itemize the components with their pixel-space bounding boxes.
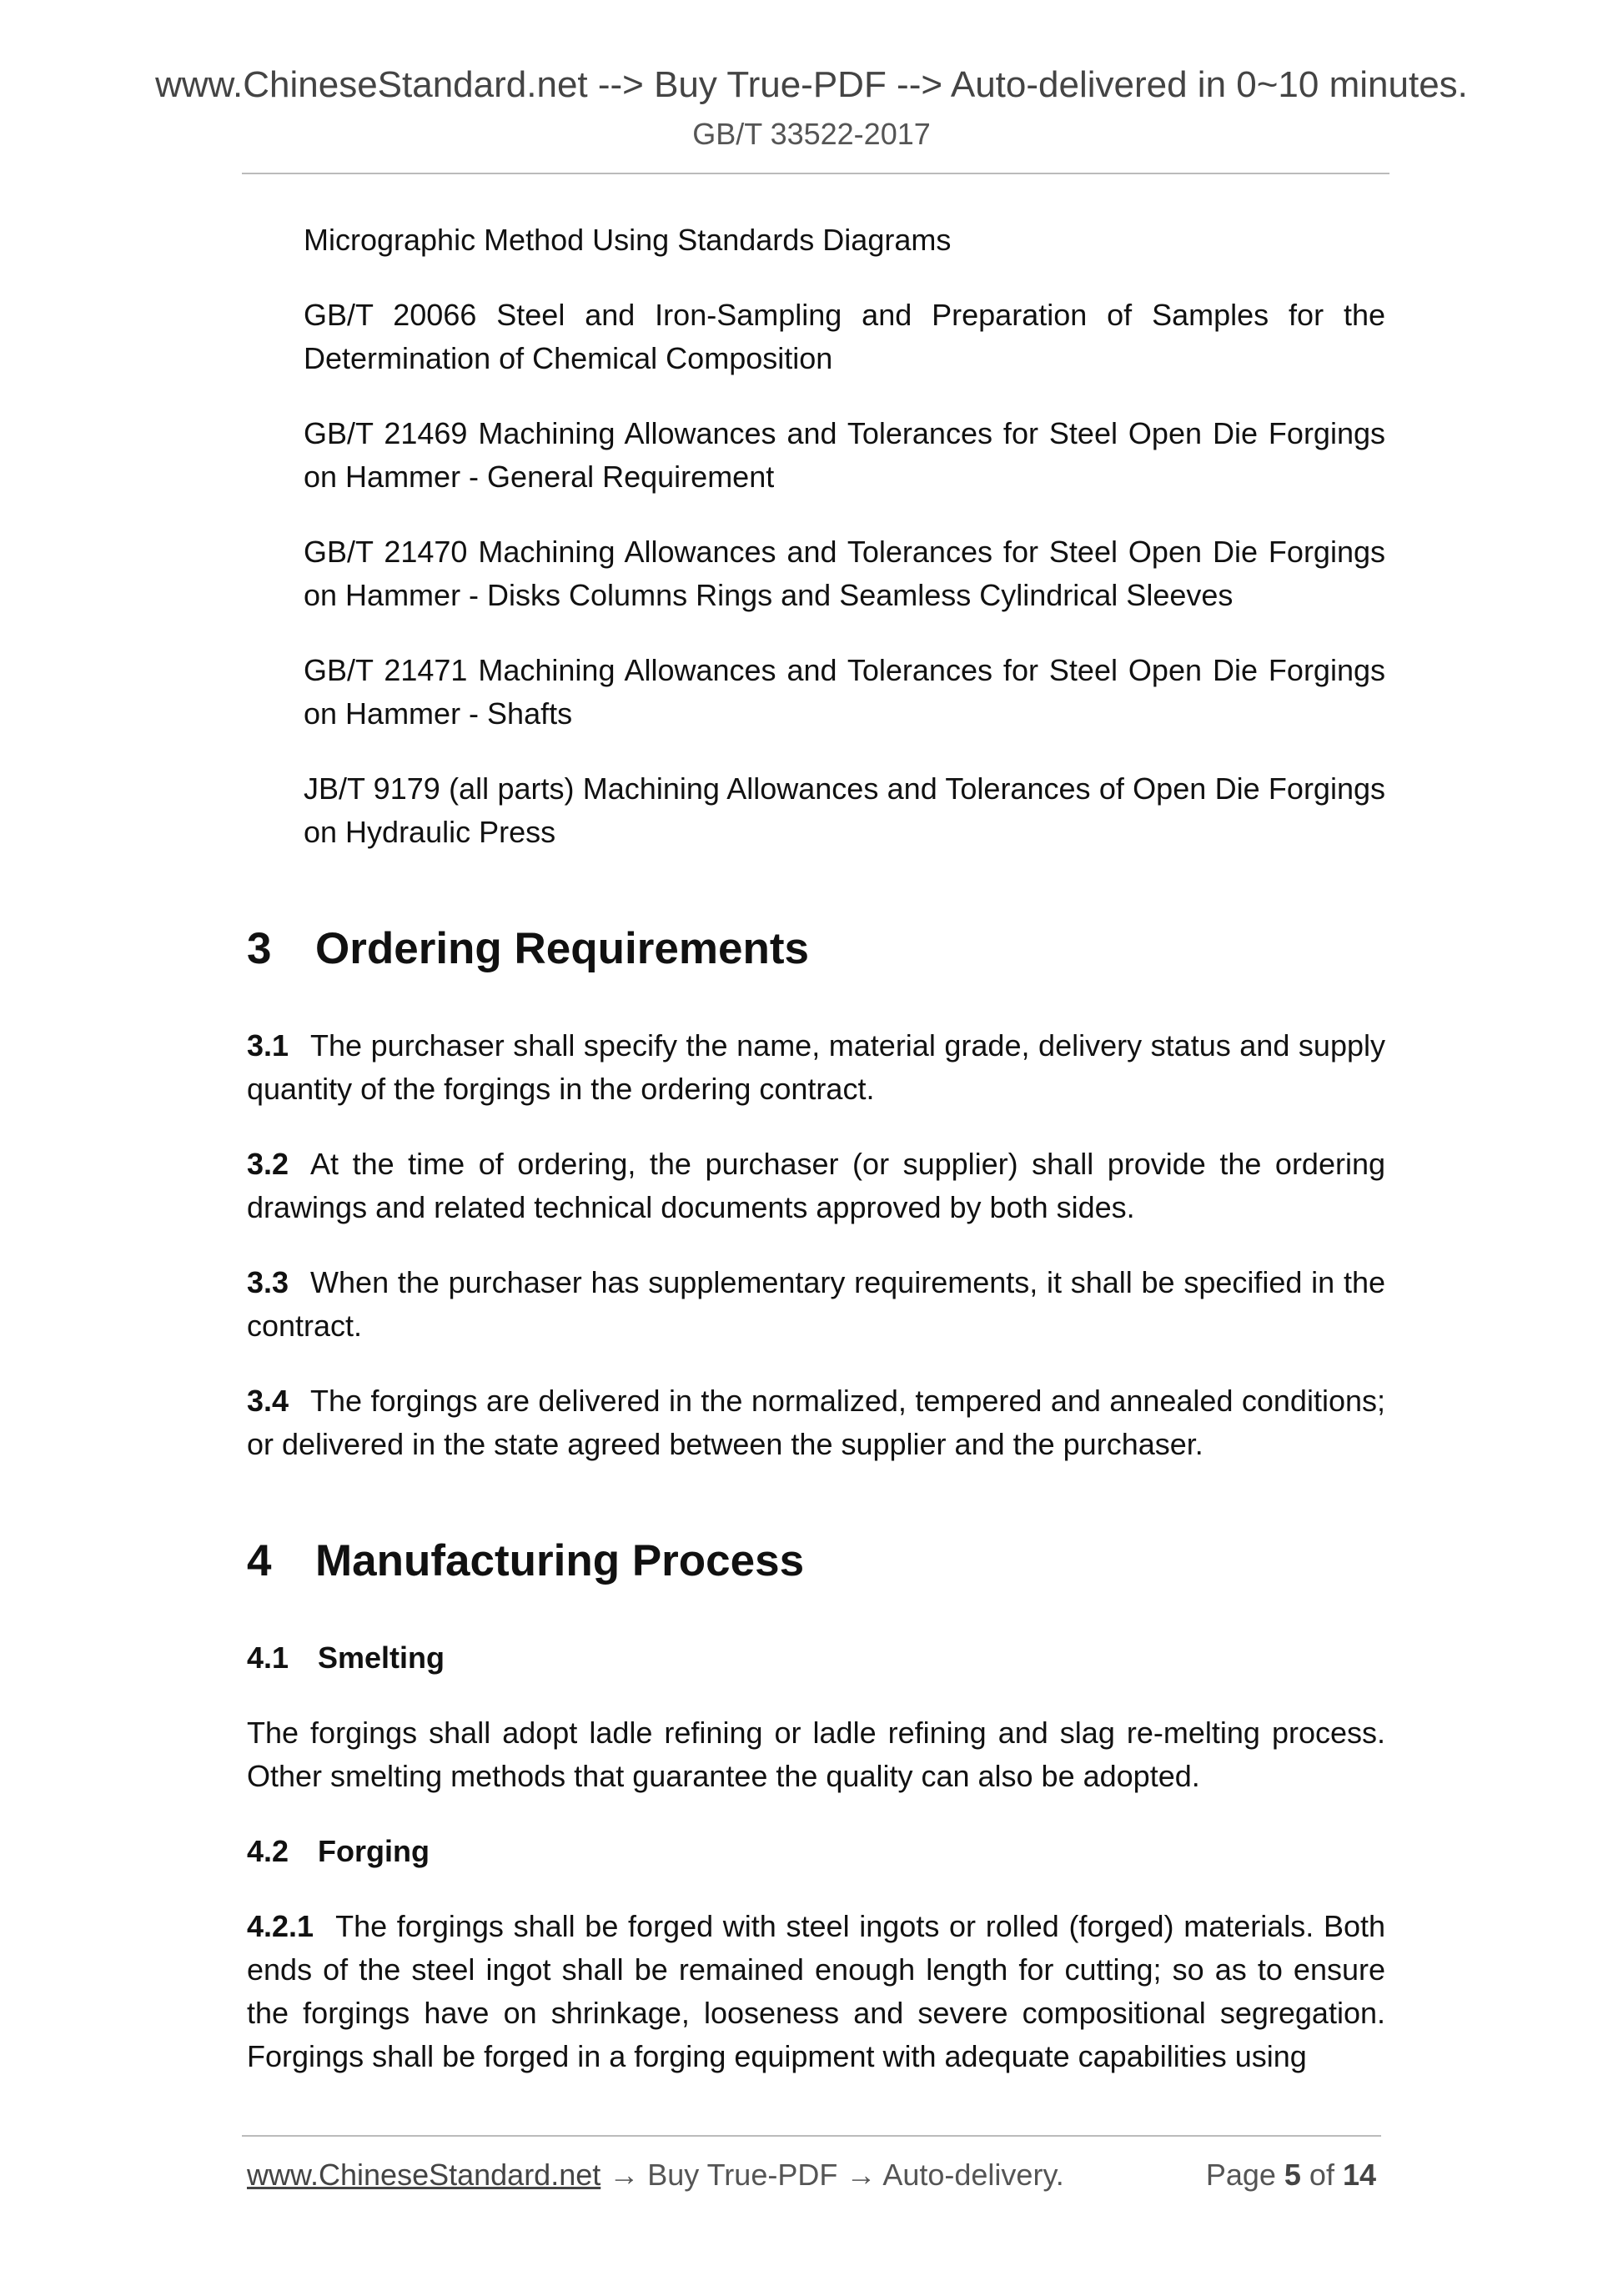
clause-3-1 — [247, 1024, 1385, 1111]
footer-left — [247, 2157, 1064, 2193]
clause-text: The forgings shall be forged with steel ingots or rolled (forged) materials. Both ends of the steel ingot shall be remained enough length for cutting; so as to ensure the forgings have on shrinkage, looseness and severe compositional segregation. Forgings shall be forged in a forging equipment with adequate capabilities using — [247, 1909, 1385, 2073]
clause-number: 3.1 — [247, 1028, 289, 1063]
clause-text: At the time of ordering, the purchaser (or supplier) shall provide the ordering drawings and related technical documents approved by both sides. — [247, 1147, 1385, 1224]
subsection-heading-smelting — [247, 1636, 1385, 1680]
section-number: 3 — [247, 924, 272, 973]
page-indicator — [1206, 2157, 1376, 2193]
reference-item: GB/T 21471 Machining Allowances and Tolerances for Steel Open Die Forgings on Hammer - Shafts — [304, 653, 1385, 731]
reference-item: GB/T 20066 Steel and Iron-Sampling and Preparation of Samples for the Determination of Chemical Composition — [304, 298, 1385, 375]
subsection-heading-forging — [247, 1830, 1385, 1873]
clause-3-4 — [247, 1379, 1385, 1466]
subsection-title: Smelting — [318, 1640, 445, 1675]
of-label: of — [1309, 2158, 1334, 2192]
clause-3-3 — [247, 1261, 1385, 1348]
section-title: Ordering Requirements — [315, 924, 809, 973]
page-label: Page — [1205, 2158, 1276, 2192]
header-divider — [242, 173, 1389, 174]
header-banner: www.ChineseStandard.net --> Buy True-PDF --> Auto-delivered in 0~10 minutes. — [155, 64, 1468, 105]
clause-text: When the purchaser has supplementary requirements, it shall be specified in the contract. — [247, 1265, 1385, 1343]
current-page: 5 — [1284, 2158, 1301, 2192]
footer-tagline: → Buy True-PDF → Auto-delivery. — [609, 2158, 1064, 2192]
reference-item: GB/T 21469 Machining Allowances and Tolerances for Steel Open Die Forgings on Hammer - General Requirement — [304, 416, 1385, 494]
clause-number: 4.2.1 — [247, 1909, 314, 1943]
section-heading-ordering — [247, 922, 1385, 976]
reference-item: JB/T 9179 (all parts) Machining Allowances and Tolerances of Open Die Forgings on Hydraulic Press — [304, 771, 1385, 849]
clause-3-2 — [247, 1143, 1385, 1229]
footer-site-link[interactable]: www.ChineseStandard.net — [247, 2158, 601, 2192]
total-pages: 14 — [1342, 2158, 1376, 2192]
section-heading-manufacturing — [247, 1535, 1385, 1588]
document-body — [247, 219, 1385, 2078]
clause-4-2-1 — [247, 1905, 1385, 2078]
section-title: Manufacturing Process — [315, 1536, 805, 1585]
subsection-number: 4.2 — [247, 1834, 289, 1868]
reference-item: Micrographic Method Using Standards Diagrams — [304, 223, 952, 257]
subsection-title: Forging — [318, 1834, 430, 1868]
smelting-text: The forgings shall adopt ladle refining or ladle refining and slag re-melting process. Other smelting methods that guarantee the quality can also be adopted. — [247, 1716, 1385, 1793]
clause-number: 3.2 — [247, 1147, 289, 1181]
footer-divider — [242, 2135, 1381, 2137]
section-number: 4 — [247, 1536, 272, 1585]
clause-number: 3.4 — [247, 1384, 289, 1418]
subsection-number: 4.1 — [247, 1640, 289, 1675]
reference-item: GB/T 21470 Machining Allowances and Tolerances for Steel Open Die Forgings on Hammer - Disks Columns Rings and Seamless Cylindrical Sleeves — [304, 535, 1385, 612]
clause-text: The purchaser shall specify the name, material grade, delivery status and supply quantity of the forgings in the ordering contract. — [247, 1028, 1385, 1106]
standard-code: GB/T 33522-2017 — [692, 117, 931, 151]
clause-number: 3.3 — [247, 1265, 289, 1299]
clause-text: The forgings are delivered in the normalized, tempered and annealed conditions; or delivered in the state agreed between the supplier and the purchaser. — [247, 1384, 1385, 1461]
